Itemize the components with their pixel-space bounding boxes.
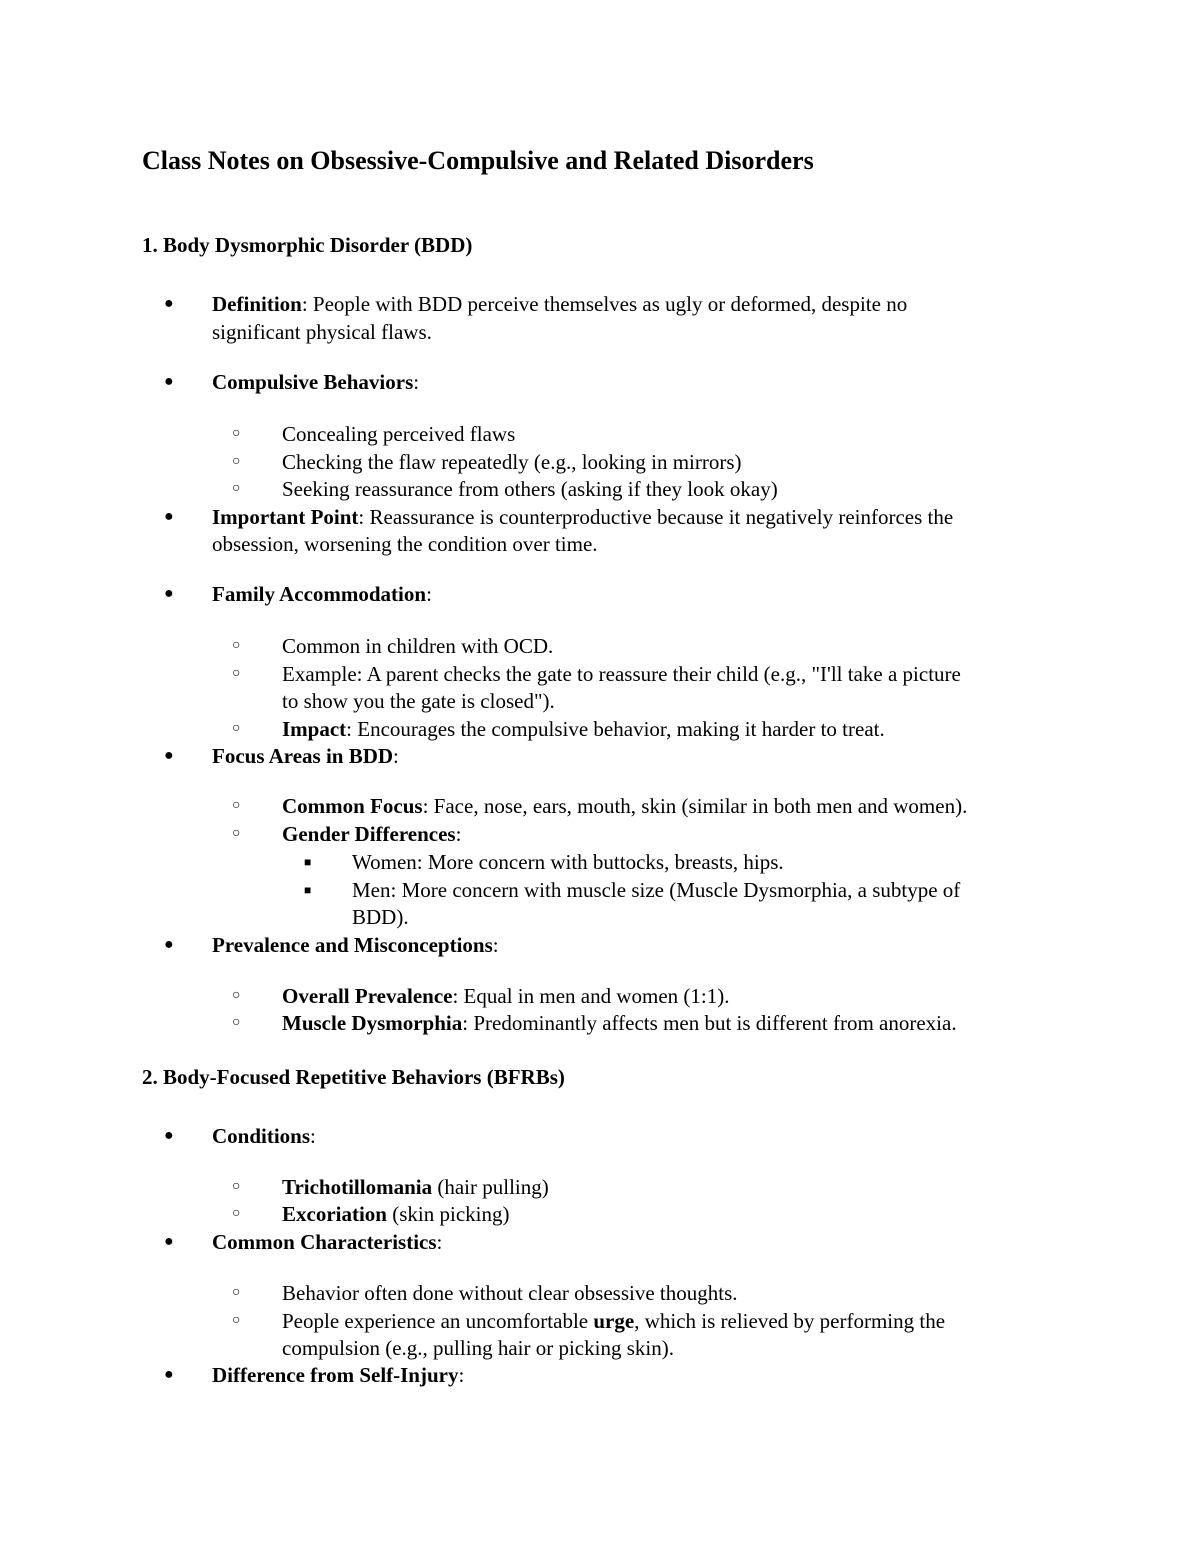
section-heading-bdd: 1. Body Dysmorphic Disorder (BDD): [142, 233, 473, 257]
circle-bullet-icon: ○: [232, 426, 241, 441]
list-item-characteristics: [212, 1228, 442, 1256]
list-item-gender: [282, 820, 461, 848]
definition-label: Definition: [212, 292, 302, 316]
list-item-definition: [212, 290, 907, 318]
conditions-label: Conditions: [212, 1124, 311, 1148]
gender-label: Gender Differences: [282, 822, 456, 846]
important-text-cont: obsession, worsening the condition over time.: [212, 532, 598, 556]
list-item-cont: to show you the gate is closed").: [282, 689, 555, 713]
tricho-label: Trichotillomania: [282, 1175, 433, 1199]
list-item: Example: A parent checks the gate to reassure their child (e.g., "I'll take a picture: [282, 662, 961, 686]
circle-bullet-icon: ○: [232, 721, 241, 736]
circle-bullet-icon: ○: [232, 666, 241, 681]
excor-label: Excoriation: [282, 1202, 387, 1226]
compulsive-label: Compulsive Behaviors: [212, 370, 414, 394]
bullet-icon: ●: [164, 585, 174, 602]
colon: :: [310, 1124, 316, 1148]
list-item-cont: compulsion (e.g., pulling hair or picking skin).: [282, 1336, 674, 1360]
urge-text-pre: People experience an uncomfortable: [282, 1309, 594, 1333]
list-item: Checking the flaw repeatedly (e.g., looking in mirrors): [282, 450, 742, 474]
circle-bullet-icon: ○: [232, 1179, 241, 1194]
list-item-focus: [212, 742, 399, 770]
circle-bullet-icon: ○: [232, 798, 241, 813]
list-item-self-injury: [212, 1361, 464, 1389]
document-title: Class Notes on Obsessive-Compulsive and Related Disorders: [142, 146, 814, 175]
definition-text: : People with BDD perceive themselves as ugly or deformed, despite no: [301, 292, 908, 316]
list-item: Women: More concern with buttocks, breasts, hips.: [352, 850, 784, 874]
colon: :: [426, 582, 432, 606]
prevalence-label: Prevalence and Misconceptions: [212, 933, 493, 957]
list-item-tricho: [282, 1173, 549, 1201]
overall-label: Overall Prevalence: [282, 984, 453, 1008]
list-item: Men: More concern with muscle size (Muscle Dysmorphia, a subtype of: [352, 878, 961, 902]
square-bullet-icon: ■: [304, 883, 312, 897]
list-item-overall: [282, 982, 730, 1010]
list-item: Concealing perceived flaws: [282, 422, 516, 446]
common-focus-text: : Face, nose, ears, mouth, skin (similar in both men and women).: [422, 794, 968, 818]
list-item-cont: BDD).: [352, 905, 409, 929]
list-item: Behavior often done without clear obsessive thoughts.: [282, 1281, 738, 1305]
focus-label: Focus Areas in BDD: [212, 744, 394, 768]
list-item: Seeking reassurance from others (asking if they look okay): [282, 477, 778, 501]
tricho-text: (hair pulling): [432, 1175, 549, 1199]
definition-text-cont: significant physical flaws.: [212, 320, 432, 344]
muscle-label: Muscle Dysmorphia: [282, 1011, 463, 1035]
overall-text: : Equal in men and women (1:1).: [452, 984, 730, 1008]
muscle-text: : Predominantly affects men but is different from anorexia.: [462, 1011, 957, 1035]
family-label: Family Accommodation: [212, 582, 427, 606]
list-item-compulsive: [212, 368, 419, 396]
list-item-common-focus: [282, 792, 967, 820]
circle-bullet-icon: ○: [232, 988, 241, 1003]
circle-bullet-icon: ○: [232, 454, 241, 469]
bullet-icon: ●: [164, 1127, 174, 1144]
colon: :: [436, 1230, 443, 1254]
important-label: Important Point: [212, 505, 359, 529]
section-heading-bfrbs: 2. Body-Focused Repetitive Behaviors (BFRBs): [142, 1065, 565, 1089]
common-focus-label: Common Focus: [282, 794, 423, 818]
circle-bullet-icon: ○: [232, 1285, 241, 1300]
circle-bullet-icon: ○: [232, 1206, 241, 1221]
excor-text: (skin picking): [387, 1202, 510, 1226]
important-text: : Reassurance is counterproductive because it negatively reinforces the: [358, 505, 954, 529]
circle-bullet-icon: ○: [232, 638, 241, 653]
colon: :: [458, 1363, 465, 1387]
list-item-prevalence: [212, 931, 499, 959]
bullet-icon: ●: [164, 1233, 174, 1250]
urge-label: urge: [593, 1309, 635, 1333]
list-item: Common in children with OCD.: [282, 634, 554, 658]
list-item-conditions: [212, 1122, 316, 1150]
list-item-family: [212, 580, 432, 608]
impact-text: : Encourages the compulsive behavior, making it harder to treat.: [346, 717, 885, 741]
colon: :: [492, 933, 499, 957]
circle-bullet-icon: ○: [232, 826, 241, 841]
colon: :: [455, 822, 462, 846]
colon: :: [393, 744, 399, 768]
characteristics-label: Common Characteristics: [212, 1230, 437, 1254]
list-item-urge: [282, 1307, 945, 1335]
bullet-icon: ●: [164, 508, 174, 525]
bullet-icon: ●: [164, 936, 174, 953]
list-item-muscle: [282, 1009, 957, 1037]
bullet-icon: ●: [164, 1366, 174, 1383]
impact-label: Impact: [282, 717, 347, 741]
list-item-impact: [282, 715, 885, 743]
square-bullet-icon: ■: [304, 855, 312, 869]
urge-text-post: , which is relieved by performing the: [634, 1309, 946, 1333]
bullet-icon: ●: [164, 373, 174, 390]
self-injury-label: Difference from Self-Injury: [212, 1363, 459, 1387]
circle-bullet-icon: ○: [232, 1015, 241, 1030]
colon: :: [413, 370, 420, 394]
bullet-icon: ●: [164, 295, 174, 312]
list-item-excor: [282, 1200, 509, 1228]
bullet-icon: ●: [164, 747, 174, 764]
circle-bullet-icon: ○: [232, 481, 241, 496]
list-item-important: [212, 503, 953, 531]
circle-bullet-icon: ○: [232, 1313, 241, 1328]
